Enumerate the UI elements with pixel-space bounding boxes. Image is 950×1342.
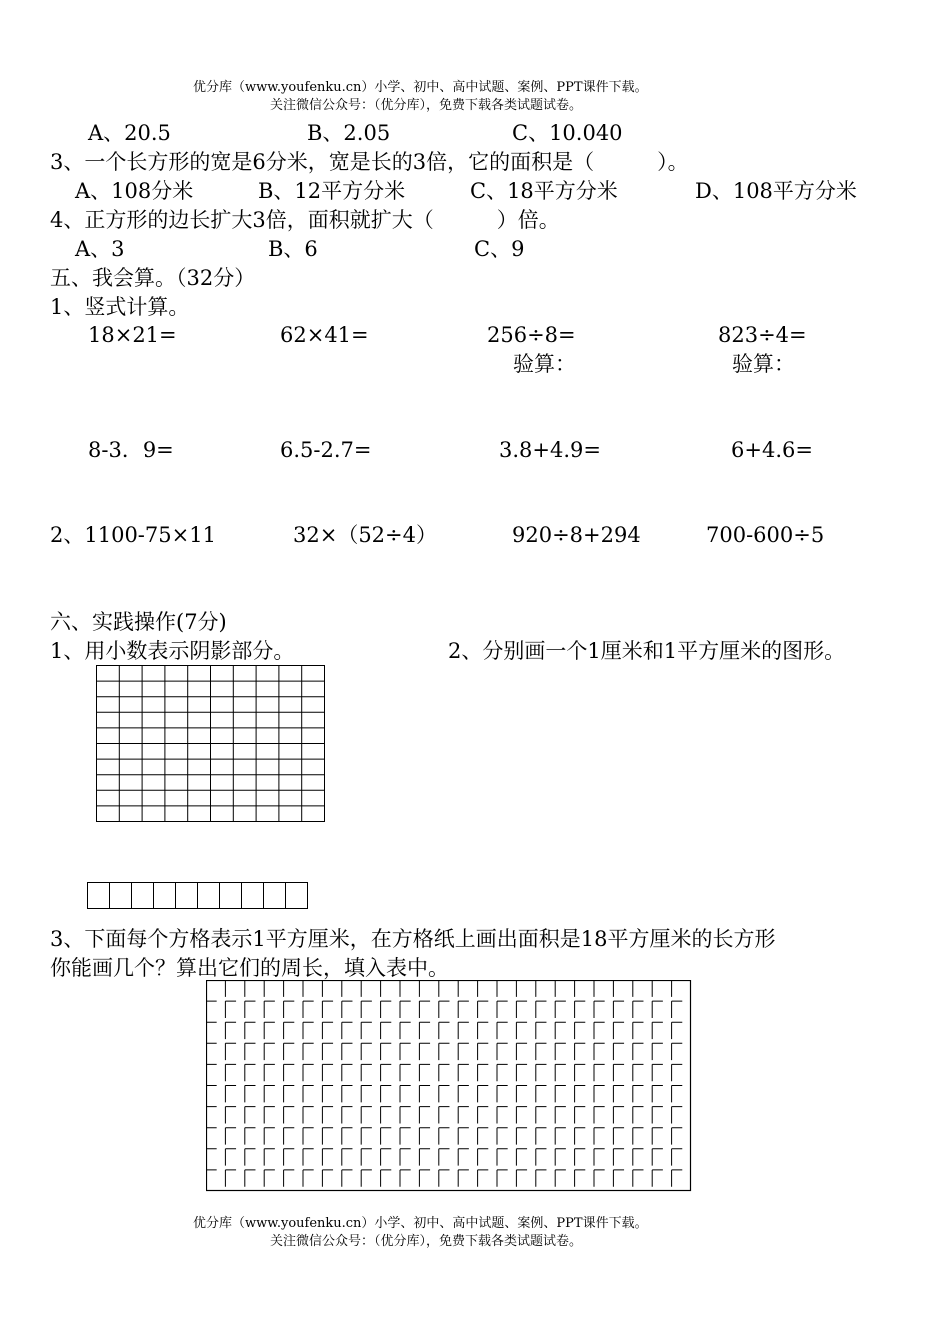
q3-option-c: C、18平方分米 [470, 179, 618, 203]
q2-option-a: A、20.5 [88, 121, 171, 145]
square-paper-grid [206, 980, 692, 1192]
calc-row1-item2: 62×41= [280, 323, 369, 347]
calc-row1-item1: 18×21= [88, 323, 177, 347]
calc-row3-item3: 920÷8+294 [512, 523, 641, 547]
section-5-title: 五、我会算。（32分） [50, 266, 256, 290]
q2-option-b: B、2.05 [307, 121, 391, 145]
q4-question: 4、正方形的边长扩大3倍，面积就扩大（ ）倍。 [50, 208, 560, 232]
decimal-strip-1x10 [87, 882, 309, 910]
q3-question: 3、一个长方形的宽是6分米，宽是长的3倍，它的面积是（ ）。 [50, 150, 689, 174]
section-6-q1: 1、用小数表示阴影部分。 [50, 639, 295, 663]
check-label-2: 验算： [732, 352, 795, 376]
calc-row3-item1: 2、1100-75×11 [50, 523, 216, 547]
header-line-2: 关注微信公众号：（优分库），免费下载各类试题试卷。 [270, 98, 583, 113]
header-line-1: 优分库（www.youfenku.cn）小学、初中、高中试题、案例、PPT课件下载。 [193, 80, 648, 95]
check-label-1: 验算： [513, 352, 576, 376]
decimal-grid-10x10 [96, 665, 326, 823]
footer-line-2: 关注微信公众号：（优分库），免费下载各类试题试卷。 [270, 1234, 583, 1249]
calc-row1-item4: 823÷4= [718, 323, 807, 347]
q4-option-b: B、6 [268, 237, 318, 261]
q3-option-a: A、108分米 [75, 179, 194, 203]
calc-row2-item3: 3.8+4.9= [499, 438, 601, 462]
footer-line-1: 优分库（www.youfenku.cn）小学、初中、高中试题、案例、PPT课件下载。 [193, 1216, 648, 1231]
calc-row2-item1: 8-3．9= [88, 438, 174, 462]
calc-row1-item3: 256÷8= [487, 323, 576, 347]
calc-row2-item2: 6.5-2.7= [280, 438, 372, 462]
q2-option-c: C、10.040 [512, 121, 623, 145]
calc-row2-item4: 6+4.6= [731, 438, 813, 462]
section-6-q2: 2、分别画一个1厘米和1平方厘米的图形。 [448, 639, 846, 663]
calc-row3-item2: 32×（52÷4） [293, 523, 437, 547]
q4-option-a: A、3 [75, 237, 125, 261]
section-6-q3-line1: 3、下面每个方格表示1平方厘米，在方格纸上画出面积是18平方厘米的长方形 [50, 927, 776, 951]
q3-option-b: B、12平方分米 [258, 179, 406, 203]
q4-option-c: C、9 [474, 237, 525, 261]
calc-row3-item4: 700-600÷5 [706, 523, 825, 547]
section-6-title: 六、实践操作(7分) [50, 610, 227, 634]
q3-option-d: D、108平方分米 [695, 179, 857, 203]
section-6-q3-line2: 你能画几个？算出它们的周长，填入表中。 [50, 956, 449, 980]
section-5-sub1: 1、竖式计算。 [50, 295, 190, 319]
